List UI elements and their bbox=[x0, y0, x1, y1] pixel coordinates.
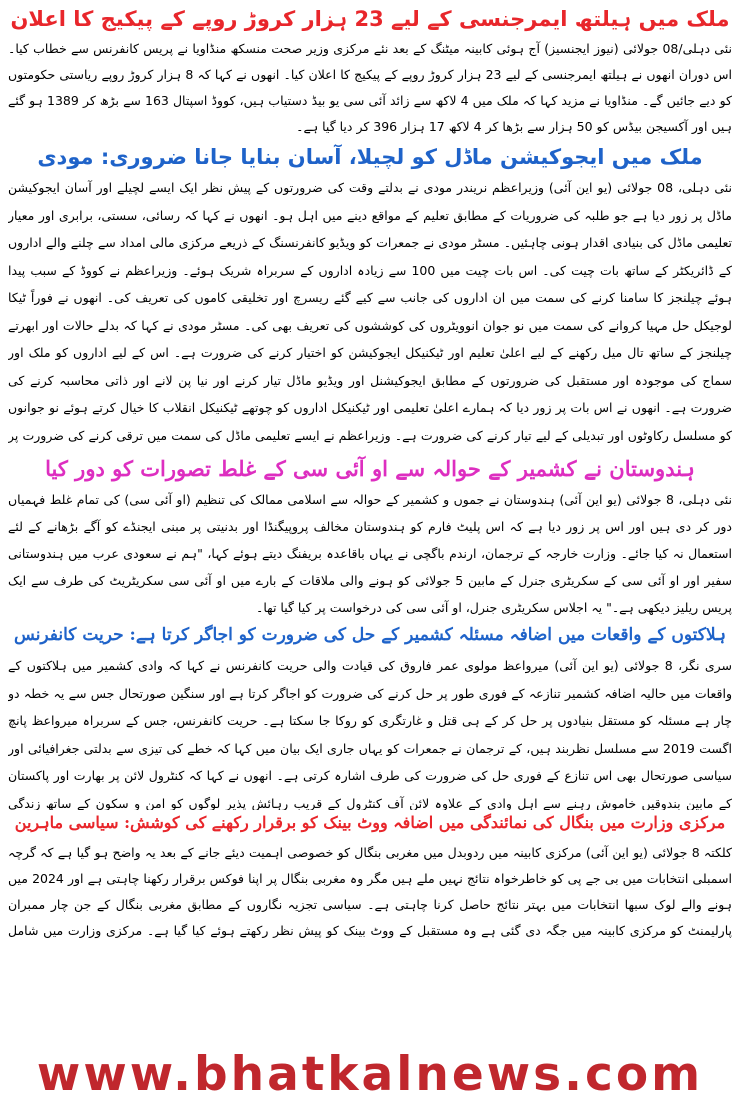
article-body: سری نگر، 8 جولائی (یو این آئی) میرواعظ مولوی عمر فاروق کی قیادت والی حریت کانفرنس نے کہا کہ وادی کشمیر میں ہلاکتوں کے واقعات میں حالیہ اضافہ کشمیر تنازعہ کے فوری طور پر حل کرنے کی ضرورت کو اجاگر کرتا ہے اور سنگین صورتحال جس سے یہ خطہ دو چار ہے مسئلہ کو مستقل بنیادوں پر حل کر کے ہی قتل و غارتگری کو روکا جا سکتا ہے۔ حریت کانفرنس، جس کے سربراہ میرواعظ پانچ اگست 2019 سے مسلسل نظربند ہیں، کے ترجمان نے جمعرات کو یہاں جاری ایک بیان میں کہا کہ خطے کی تیزی سے بدلتی جغرافیائی اور سیاسی صورتحال بھی اس تنازع کے فوری حل کی ضرورت کی طرف اشارہ کرتی ہے۔ انھوں نے کہا کہ کنٹرول لائن پر بھارت اور پاکستان کے مابین بندوقیں خاموش رہنے سے اہل وادی کے علاوہ لائن آف کنٹرول کے قریب رہائش پذیر لوگوں کو امن و سکون کے ساتھ زندگی bbox=[8, 658, 732, 810]
article-education-model bbox=[8, 140, 732, 449]
headline: ملک میں ہیلتھ ایمرجنسی کے لیے 23 ہزار کروڑ روپے کے پیکیج کا اعلان bbox=[10, 7, 730, 31]
article-body: کلکتہ 8 جولائی (یو این آئی) مرکزی کابینہ میں ردوبدل میں مغربی بنگال کو خصوصی اہمیت دیئے جانے کے بعد یہ واضح ہو گیا ہے کہ گرچہ اسمبلی انتخابات میں بی جے پی کو خاطرخواہ نتائج نہیں ملے ہیں مگر وہ مغربی بنگال پر اپنا فوکس برقرار رکھنا چاہتی ہے اور 2024 میں ہونے والے لوک سبھا انتخابات میں بہتر نتائج حاصل کرنا چاہتی ہے۔ سیاسی تجزیہ نگاروں کے مطابق مغربی بنگال کے جن چار ممبران پارلیمنٹ کو مرکزی کابینہ میں جگہ دی گئی ہے وہ مستقبل کے ووٹ بینک کو پیش نظر رکھتے ہوئے کیا گیا ہے۔ مرکزی وزارت میں شامل bbox=[8, 845, 732, 938]
article-body: نئی دہلی، 08 جولائی (یو این آئی) وزیراعظم نریندر مودی نے بدلتے وقت کی ضرورتوں کے پیش نظر ایک ایسے لچیلے اور آسان ایجوکیشن ماڈل پر زور دیا ہے جو طلبہ کی ضروریات کے مطابق تعلیم کے مواقع دینے میں اہل ہو۔ انھوں نے کہا کہ رسائی، سستی، برابری اور معیار تعلیمی ماڈل کی بنیادی اقدار ہونی چاہئیں۔ مسٹر مودی نے جمعرات کو ویڈیو کانفرنسنگ کے ذریعے مرکزی مالی امداد سے چلنے والے اداروں کے ڈائریکٹر کے ساتھ بات چیت کی۔ اس بات چیت میں 100 سے زیادہ اداروں کے سربراہ شریک ہوئے۔ وزیراعظم نے کووڈ کے سبب پیدا ہوئے چیلنجز کا سامنا کرنے کی سمت میں ان اداروں کی جانب سے کیے گئے ریسرچ اور تخلیقی کاموں کی تعریف کی۔ انھوں نے فوراً ٹیکا لوجیکل حل مہیا کروانے کی سمت میں نو جوان انوویٹروں کی کوششوں کی تعریف بھی کی۔ مسٹر مودی نے کہا کہ بدلے حالات اور ابھرتے چیلنجز کے ساتھ تال میل رکھنے کے لیے اعلیٰ تعلیم اور ٹیکنیکل ایجوکیشن کو اختیار کرنے کی ضرورت ہے۔ اس کے لیے اداروں کو ملک اور سماج کی موجودہ اور مستقبل کی ضرورتوں کے مطابق ایجوکیشنل اور ویڈیو ماڈل تیار کرنے اور نیا پن لانے اور ذاتی محاسبہ کرنے کی ضرورت ہے۔ انھوں نے اس بات پر زور دیا کہ ہمارے اعلیٰ تعلیمی اور ٹیکنیکل اداروں کو چوتھے ٹیکنیکل انقلاب کا خیال کرتے ہوئے نو جوانوں کو مسلسل رکاوٹوں اور تبدیلی کے لیے تیار کرنے کی ضرورت ہے۔ وزیراعظم نے ایسے تعلیمی ماڈل کی سمت میں ترقی کرنے کی ضرورت پر bbox=[8, 180, 732, 443]
headline: ہندوستان نے کشمیر کے حوالہ سے او آئی سی کے غلط تصورات کو دور کیا bbox=[45, 456, 695, 481]
website-footer[interactable]: www.bhatkalnews.com bbox=[36, 1047, 704, 1102]
article-oic-kashmir bbox=[8, 452, 732, 622]
headline: مرکزی وزارت میں بنگال کی نمائندگی میں اضافہ ووٹ بینک کو برقرار رکھنے کی کوشش: سیاسی ماہرین bbox=[14, 813, 726, 832]
headline: ملک میں ایجوکیشن ماڈل کو لچیلا، آسان بنایا جانا ضروری: مودی bbox=[37, 145, 703, 169]
article-bengal-cabinet bbox=[8, 806, 732, 950]
article-body: نئی دہلی/08 جولائی (نیوز ایجنسیز) آج ہوئی کابینہ میٹنگ کے بعد نئے مرکزی وزیر صحت منسکھ منڈاویا نے پریس کانفرنس سے خطاب کیا۔ اس دوران انھوں نے ہیلتھ ایمرجنسی کے لیے 23 ہزار کروڑ روپے کے پیکیج کا اعلان کیا۔ انھوں نے کہا کہ 8 ہزار کروڑ روپے ریاستی حکومتوں کو دیے جائیں گے۔ منڈاویا نے مزید کہا کہ ملک میں 4 لاکھ سے زائد آئی سی یو بیڈ دستیاب ہیں، کووڈ اسپتال 163 سے بڑھ کر 1389 ہو گئے ہیں اور آکسیجن بیڈس کو 50 ہزار سے بڑھا کر 4 لاکھ 17 ہزار 396 کر دیا گیا ہے۔ bbox=[8, 41, 732, 134]
headline: ہلاکتوں کے واقعات میں اضافہ مسئلہ کشمیر کے حل کی ضرورت کو اجاگر کرتا ہے: حریت کانفرنس bbox=[14, 625, 726, 645]
article-health-emergency bbox=[8, 2, 732, 146]
article-body: نئی دہلی، 8 جولائی (یو این آئی) ہندوستان نے جموں و کشمیر کے حوالہ سے اسلامی ممالک کی تنظیم (او آئی سی) کی تمام غلط فہمیاں دور کر دی ہیں اور اس پر زور دیا ہے کہ اس پلیٹ فارم کو ہندوستان مخالف پروپیگنڈا اور بدنیتی پر مبنی ایجنڈے کو آگے بڑھانے کے لئے استعمال نہ کیا جائے۔ وزارت خارجہ کے ترجمان، ارندم باگچی نے یہاں باقاعدہ بریفنگ دیتے ہوئے کہا، "ہم نے سعودی عرب میں ہندوستانی سفیر اور او آئی سی کے سکریٹری جنرل کے مابین 5 جولائی کو ہونے والی ملاقات کے بارے میں او آئی سی سکریٹریٹ کی طرف سے ایک پریس ریلیز دیکھی ہے۔" یہ اجلاس سکریٹری جنرل، او آئی سی کی درخواست پر کیا گیا تھا۔ bbox=[8, 492, 732, 615]
article-hurriyat bbox=[8, 618, 732, 810]
